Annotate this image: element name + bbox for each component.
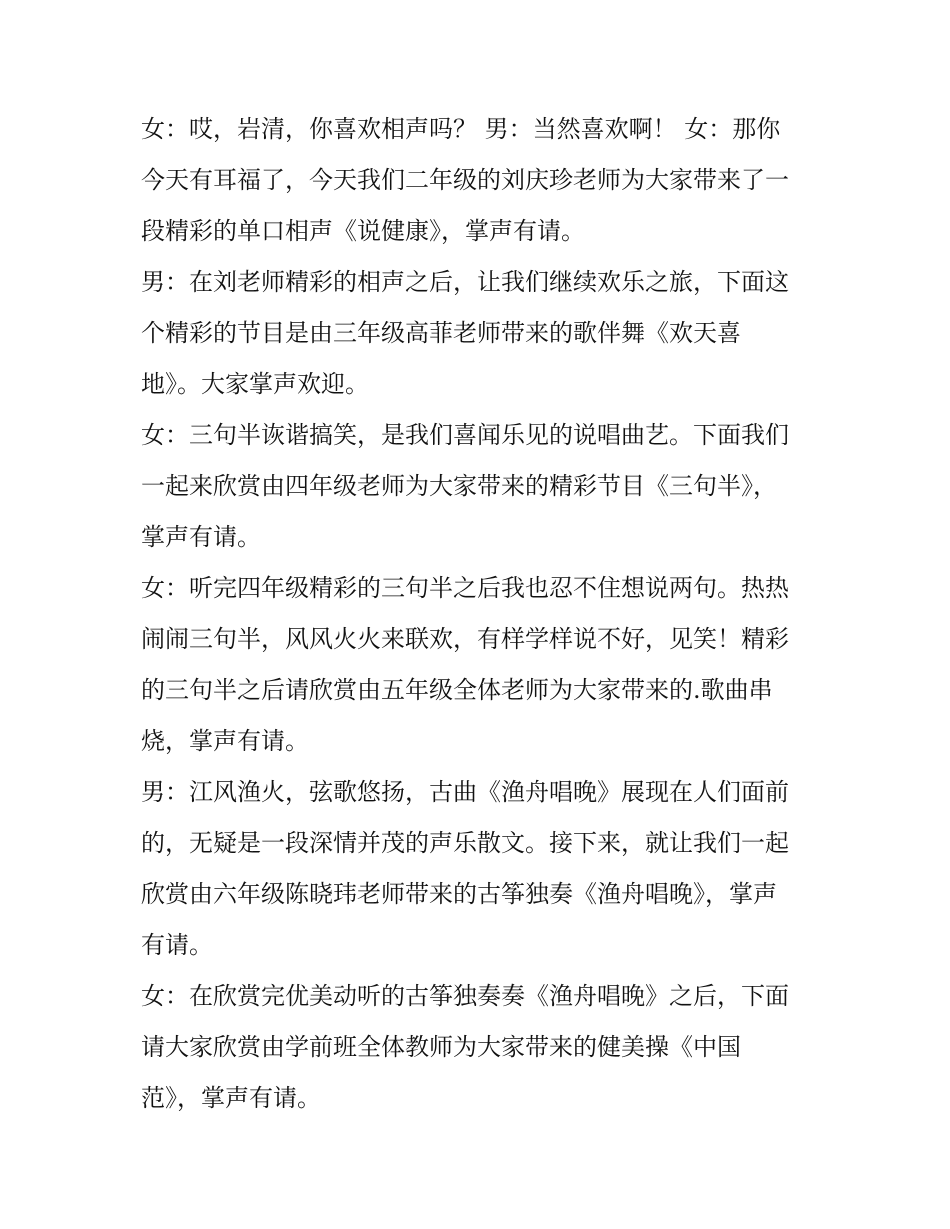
text-line: 段精彩的单口相声《说健康》，掌声有请。 <box>141 217 585 245</box>
paragraph-3 <box>141 410 813 563</box>
document-body <box>141 104 813 1124</box>
text-line: 女：三句半诙谐搞笑，是我们喜闻乐见的说唱曲艺。下面我们 <box>141 421 789 449</box>
text-line: 范》，掌声有请。 <box>141 1084 321 1112</box>
paragraph-6 <box>141 971 813 1124</box>
text-line: 女：哎，岩清，你喜欢相声吗？ 男：当然喜欢啊！ 女：那你 <box>141 115 781 143</box>
text-line: 有请。 <box>141 931 213 959</box>
paragraph-1 <box>141 104 813 257</box>
text-line: 男：江风渔火，弦歌悠扬，古曲《渔舟唱晚》展现在人们面前 <box>141 778 789 806</box>
text-line: 请大家欣赏由学前班全体教师为大家带来的健美操《中国 <box>141 1033 741 1061</box>
text-line: 女：听完四年级精彩的三句半之后我也忍不住想说两句。热热 <box>141 574 789 602</box>
text-line: 地》。大家掌声欢迎。 <box>141 370 369 398</box>
paragraph-4 <box>141 563 813 767</box>
text-line: 今天有耳福了，今天我们二年级的刘庆珍老师为大家带来了一 <box>141 166 789 194</box>
text-line: 闹闹三句半，风风火火来联欢，有样学样说不好，见笑！精彩 <box>141 625 789 653</box>
text-line: 掌声有请。 <box>141 523 261 551</box>
paragraph-2 <box>141 257 813 410</box>
paragraph-5 <box>141 767 813 971</box>
text-line: 的三句半之后请欣赏由五年级全体老师为大家带来的.歌曲串 <box>141 676 773 704</box>
text-line: 一起来欣赏由四年级老师为大家带来的精彩节目《三句半》， <box>141 472 777 500</box>
text-line: 烧，掌声有请。 <box>141 727 309 755</box>
text-line: 个精彩的节目是由三年级高菲老师带来的歌伴舞《欢天喜 <box>141 319 741 347</box>
text-line: 女：在欣赏完优美动听的古筝独奏奏《渔舟唱晚》之后，下面 <box>141 982 789 1010</box>
text-line: 男：在刘老师精彩的相声之后，让我们继续欢乐之旅，下面这 <box>141 268 789 296</box>
text-line: 欣赏由六年级陈晓玮老师带来的古筝独奏《渔舟唱晚》，掌声 <box>141 880 777 908</box>
text-line: 的，无疑是一段深情并茂的声乐散文。接下来，就让我们一起 <box>141 829 789 857</box>
